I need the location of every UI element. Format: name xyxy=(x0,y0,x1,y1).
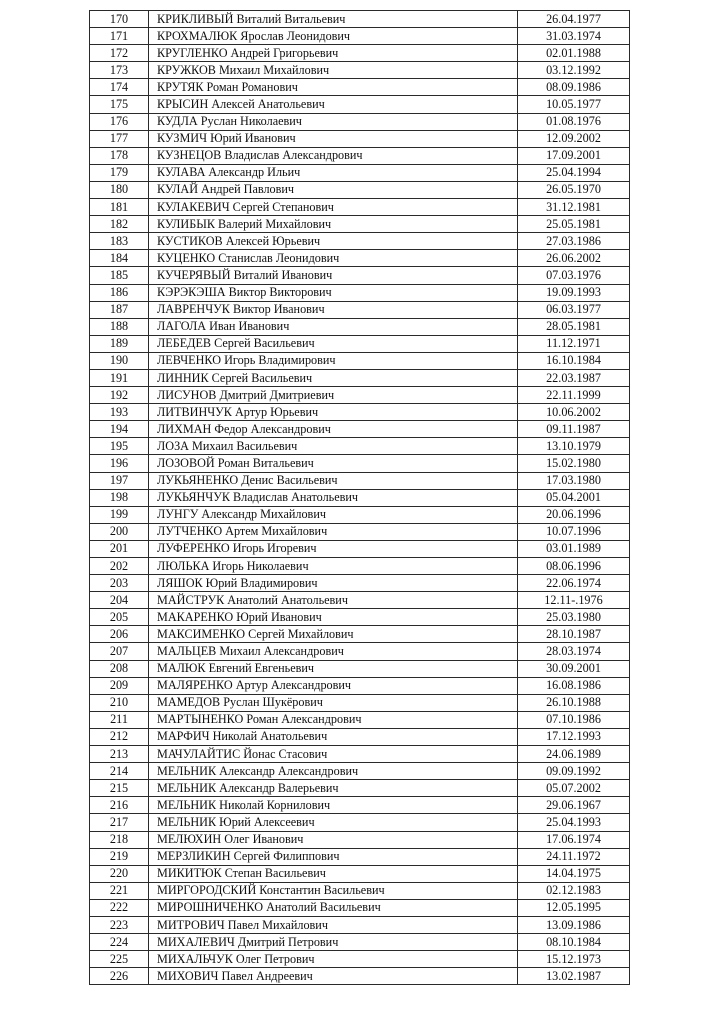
birth-date: 10.07.1996 xyxy=(518,523,630,540)
table-row xyxy=(90,421,630,438)
person-name: КРЫСИН Алексей Анатольевич xyxy=(149,96,518,113)
table-row xyxy=(90,455,630,472)
row-number: 208 xyxy=(90,660,149,677)
table-row xyxy=(90,489,630,506)
person-name: КУЛАКЕВИЧ Сергей Степанович xyxy=(149,199,518,216)
birth-date: 14.04.1975 xyxy=(518,865,630,882)
table-row xyxy=(90,728,630,745)
birth-date: 20.06.1996 xyxy=(518,506,630,523)
birth-date: 01.08.1976 xyxy=(518,113,630,130)
birth-date: 16.08.1986 xyxy=(518,677,630,694)
row-number: 184 xyxy=(90,250,149,267)
table-row xyxy=(90,797,630,814)
person-name: КРИКЛИВЫЙ Виталий Витальевич xyxy=(149,11,518,28)
row-number: 170 xyxy=(90,11,149,28)
table-row xyxy=(90,352,630,369)
table-row xyxy=(90,848,630,865)
row-number: 226 xyxy=(90,968,149,985)
row-number: 197 xyxy=(90,472,149,489)
birth-date: 19.09.1993 xyxy=(518,284,630,301)
row-number: 186 xyxy=(90,284,149,301)
birth-date: 27.03.1986 xyxy=(518,233,630,250)
row-number: 183 xyxy=(90,233,149,250)
row-number: 217 xyxy=(90,814,149,831)
person-name: КРОХМАЛЮК Ярослав Леонидович xyxy=(149,28,518,45)
birth-date: 22.03.1987 xyxy=(518,369,630,386)
person-name: ЛАВРЕНЧУК Виктор Иванович xyxy=(149,301,518,318)
birth-date: 26.04.1977 xyxy=(518,11,630,28)
person-name: КУСТИКОВ Алексей Юрьевич xyxy=(149,233,518,250)
person-name: ЛОЗА Михаил Васильевич xyxy=(149,438,518,455)
row-number: 198 xyxy=(90,489,149,506)
table-row xyxy=(90,113,630,130)
row-number: 177 xyxy=(90,130,149,147)
row-number: 173 xyxy=(90,62,149,79)
table-row xyxy=(90,199,630,216)
table-row xyxy=(90,164,630,181)
birth-date: 11.12.1971 xyxy=(518,335,630,352)
birth-date: 17.12.1993 xyxy=(518,728,630,745)
person-name: МАКАРЕНКО Юрий Иванович xyxy=(149,609,518,626)
birth-date: 12.05.1995 xyxy=(518,899,630,916)
table-row xyxy=(90,62,630,79)
table-row xyxy=(90,472,630,489)
person-name: КУЗМИЧ Юрий Иванович xyxy=(149,130,518,147)
birth-date: 22.11.1999 xyxy=(518,387,630,404)
person-name: ЛИННИК Сергей Васильевич xyxy=(149,369,518,386)
person-name: МИТРОВИЧ Павел Михайлович xyxy=(149,916,518,933)
registry-table xyxy=(89,10,630,985)
birth-date: 08.10.1984 xyxy=(518,934,630,951)
table-row xyxy=(90,28,630,45)
table-row xyxy=(90,318,630,335)
row-number: 174 xyxy=(90,79,149,96)
row-number: 209 xyxy=(90,677,149,694)
row-number: 178 xyxy=(90,147,149,164)
birth-date: 10.05.1977 xyxy=(518,96,630,113)
birth-date: 09.09.1992 xyxy=(518,763,630,780)
birth-date: 10.06.2002 xyxy=(518,404,630,421)
row-number: 192 xyxy=(90,387,149,404)
table-row xyxy=(90,233,630,250)
row-number: 215 xyxy=(90,780,149,797)
table-row xyxy=(90,609,630,626)
birth-date: 29.06.1967 xyxy=(518,797,630,814)
birth-date: 05.04.2001 xyxy=(518,489,630,506)
birth-date: 07.03.1976 xyxy=(518,267,630,284)
person-name: ЛЯШОК Юрий Владимирович xyxy=(149,575,518,592)
person-name: МИХАЛЬЧУК Олег Петрович xyxy=(149,951,518,968)
birth-date: 13.02.1987 xyxy=(518,968,630,985)
person-name: ЛИХМАН Федор Александрович xyxy=(149,421,518,438)
row-number: 218 xyxy=(90,831,149,848)
table-row xyxy=(90,592,630,609)
person-name: МАКСИМЕНКО Сергей Михайлович xyxy=(149,626,518,643)
row-number: 187 xyxy=(90,301,149,318)
birth-date: 13.10.1979 xyxy=(518,438,630,455)
person-name: ЛУКЬЯНЧУК Владислав Анатольевич xyxy=(149,489,518,506)
table-row xyxy=(90,267,630,284)
birth-date: 31.03.1974 xyxy=(518,28,630,45)
birth-date: 28.03.1974 xyxy=(518,643,630,660)
person-name: МЕЛЬНИК Александр Александрович xyxy=(149,763,518,780)
person-name: ЛАГОЛА Иван Иванович xyxy=(149,318,518,335)
table-row xyxy=(90,301,630,318)
person-name: КУЛАВА Александр Ильич xyxy=(149,164,518,181)
birth-date: 25.03.1980 xyxy=(518,609,630,626)
birth-date: 22.06.1974 xyxy=(518,575,630,592)
person-name: КУДЛА Руслан Николаевич xyxy=(149,113,518,130)
person-name: МЕЛЬНИК Юрий Алексеевич xyxy=(149,814,518,831)
row-number: 202 xyxy=(90,558,149,575)
row-number: 182 xyxy=(90,216,149,233)
table-row xyxy=(90,523,630,540)
person-name: ЛУФЕРЕНКО Игорь Игоревич xyxy=(149,540,518,557)
table-row xyxy=(90,250,630,267)
table-row xyxy=(90,181,630,198)
birth-date: 30.09.2001 xyxy=(518,660,630,677)
table-row xyxy=(90,814,630,831)
table-row xyxy=(90,11,630,28)
birth-date: 25.05.1981 xyxy=(518,216,630,233)
person-name: КУЛАЙ Андрей Павлович xyxy=(149,181,518,198)
table-row xyxy=(90,865,630,882)
row-number: 189 xyxy=(90,335,149,352)
row-number: 212 xyxy=(90,728,149,745)
row-number: 210 xyxy=(90,694,149,711)
row-number: 172 xyxy=(90,45,149,62)
birth-date: 06.03.1977 xyxy=(518,301,630,318)
row-number: 181 xyxy=(90,199,149,216)
table-row xyxy=(90,438,630,455)
person-name: КУЧЕРЯВЫЙ Виталий Иванович xyxy=(149,267,518,284)
table-row xyxy=(90,558,630,575)
row-number: 219 xyxy=(90,848,149,865)
table-row xyxy=(90,968,630,985)
row-number: 216 xyxy=(90,797,149,814)
person-name: МИРГОРОДСКИЙ Константин Васильевич xyxy=(149,882,518,899)
birth-date: 25.04.1994 xyxy=(518,164,630,181)
birth-date: 12.09.2002 xyxy=(518,130,630,147)
row-number: 224 xyxy=(90,934,149,951)
table-row xyxy=(90,147,630,164)
table-row xyxy=(90,899,630,916)
person-name: МАЙСТРУК Анатолий Анатольевич xyxy=(149,592,518,609)
table-row xyxy=(90,660,630,677)
table-row xyxy=(90,387,630,404)
row-number: 196 xyxy=(90,455,149,472)
person-name: МЕЛЬНИК Николай Корнилович xyxy=(149,797,518,814)
person-name: ЛЕБЕДЕВ Сергей Васильевич xyxy=(149,335,518,352)
person-name: МАЛЮК Евгений Евгеньевич xyxy=(149,660,518,677)
table-row xyxy=(90,575,630,592)
table-row xyxy=(90,951,630,968)
table-row xyxy=(90,540,630,557)
table-row xyxy=(90,79,630,96)
row-number: 200 xyxy=(90,523,149,540)
table-row xyxy=(90,130,630,147)
birth-date: 03.01.1989 xyxy=(518,540,630,557)
table-row xyxy=(90,916,630,933)
person-name: ЛОЗОВОЙ Роман Витальевич xyxy=(149,455,518,472)
person-name: МИКИТЮК Степан Васильевич xyxy=(149,865,518,882)
row-number: 195 xyxy=(90,438,149,455)
table-row xyxy=(90,284,630,301)
birth-date: 26.10.1988 xyxy=(518,694,630,711)
person-name: КУЗНЕЦОВ Владислав Александрович xyxy=(149,147,518,164)
table-row xyxy=(90,934,630,951)
person-name: КРУЖКОВ Михаил Михайлович xyxy=(149,62,518,79)
row-number: 213 xyxy=(90,746,149,763)
table-row xyxy=(90,369,630,386)
table-row xyxy=(90,404,630,421)
birth-date: 08.09.1986 xyxy=(518,79,630,96)
person-name: МИХАЛЕВИЧ Дмитрий Петрович xyxy=(149,934,518,951)
birth-date: 17.03.1980 xyxy=(518,472,630,489)
row-number: 190 xyxy=(90,352,149,369)
birth-date: 24.11.1972 xyxy=(518,848,630,865)
birth-date: 26.05.1970 xyxy=(518,181,630,198)
birth-date: 09.11.1987 xyxy=(518,421,630,438)
birth-date: 08.06.1996 xyxy=(518,558,630,575)
person-name: КУЦЕНКО Станислав Леонидович xyxy=(149,250,518,267)
person-name: МЕРЗЛИКИН Сергей Филиппович xyxy=(149,848,518,865)
row-number: 204 xyxy=(90,592,149,609)
person-name: МАРФИЧ Николай Анатольевич xyxy=(149,728,518,745)
row-number: 214 xyxy=(90,763,149,780)
table-row xyxy=(90,831,630,848)
table-row xyxy=(90,643,630,660)
birth-date: 05.07.2002 xyxy=(518,780,630,797)
table-row xyxy=(90,506,630,523)
person-name: ЛЮЛЬКА Игорь Николаевич xyxy=(149,558,518,575)
row-number: 193 xyxy=(90,404,149,421)
table-row xyxy=(90,694,630,711)
birth-date: 12.11-.1976 xyxy=(518,592,630,609)
person-name: ЛУНГУ Александр Михайлович xyxy=(149,506,518,523)
person-name: МЕЛЬНИК Александр Валерьевич xyxy=(149,780,518,797)
birth-date: 31.12.1981 xyxy=(518,199,630,216)
table-row xyxy=(90,763,630,780)
birth-date: 07.10.1986 xyxy=(518,711,630,728)
table-row xyxy=(90,780,630,797)
row-number: 225 xyxy=(90,951,149,968)
birth-date: 17.09.2001 xyxy=(518,147,630,164)
person-name: ЛЕВЧЕНКО Игорь Владимирович xyxy=(149,352,518,369)
table-row xyxy=(90,882,630,899)
table-row xyxy=(90,677,630,694)
table-row xyxy=(90,711,630,728)
person-name: ЛУТЧЕНКО Артем Михайлович xyxy=(149,523,518,540)
birth-date: 17.06.1974 xyxy=(518,831,630,848)
row-number: 203 xyxy=(90,575,149,592)
row-number: 180 xyxy=(90,181,149,198)
row-number: 191 xyxy=(90,369,149,386)
person-name: МАЛЯРЕНКО Артур Александрович xyxy=(149,677,518,694)
row-number: 176 xyxy=(90,113,149,130)
person-name: ЛИСУНОВ Дмитрий Дмитриевич xyxy=(149,387,518,404)
birth-date: 25.04.1993 xyxy=(518,814,630,831)
person-name: КУЛИБЫК Валерий Михайлович xyxy=(149,216,518,233)
person-name: КЭРЭКЭША Виктор Викторович xyxy=(149,284,518,301)
person-name: МАЧУЛАЙТИС Йонас Стасович xyxy=(149,746,518,763)
birth-date: 16.10.1984 xyxy=(518,352,630,369)
table-row xyxy=(90,626,630,643)
row-number: 220 xyxy=(90,865,149,882)
person-name: КРУТЯК Роман Романович xyxy=(149,79,518,96)
person-name: МИХОВИЧ Павел Андреевич xyxy=(149,968,518,985)
birth-date: 28.05.1981 xyxy=(518,318,630,335)
row-number: 207 xyxy=(90,643,149,660)
row-number: 211 xyxy=(90,711,149,728)
table-row xyxy=(90,45,630,62)
row-number: 185 xyxy=(90,267,149,284)
table-row xyxy=(90,96,630,113)
birth-date: 15.12.1973 xyxy=(518,951,630,968)
row-number: 179 xyxy=(90,164,149,181)
row-number: 205 xyxy=(90,609,149,626)
table-row xyxy=(90,746,630,763)
row-number: 222 xyxy=(90,899,149,916)
row-number: 221 xyxy=(90,882,149,899)
birth-date: 03.12.1992 xyxy=(518,62,630,79)
person-name: МАЛЬЦЕВ Михаил Александрович xyxy=(149,643,518,660)
table-row xyxy=(90,216,630,233)
row-number: 201 xyxy=(90,540,149,557)
person-name: МЕЛЮХИН Олег Иванович xyxy=(149,831,518,848)
person-name: ЛУКЬЯНЕНКО Денис Васильевич xyxy=(149,472,518,489)
person-name: ЛИТВИНЧУК Артур Юрьевич xyxy=(149,404,518,421)
person-name: МАРТЫНЕНКО Роман Александрович xyxy=(149,711,518,728)
row-number: 194 xyxy=(90,421,149,438)
row-number: 188 xyxy=(90,318,149,335)
birth-date: 15.02.1980 xyxy=(518,455,630,472)
row-number: 206 xyxy=(90,626,149,643)
person-name: КРУГЛЕНКО Андрей Григорьевич xyxy=(149,45,518,62)
registry-table-body xyxy=(90,11,630,985)
birth-date: 13.09.1986 xyxy=(518,916,630,933)
person-name: МИРОШНИЧЕНКО Анатолий Васильевич xyxy=(149,899,518,916)
row-number: 199 xyxy=(90,506,149,523)
person-name: МАМЕДОВ Руслан Шукёрович xyxy=(149,694,518,711)
birth-date: 28.10.1987 xyxy=(518,626,630,643)
row-number: 171 xyxy=(90,28,149,45)
row-number: 223 xyxy=(90,916,149,933)
birth-date: 24.06.1989 xyxy=(518,746,630,763)
birth-date: 26.06.2002 xyxy=(518,250,630,267)
table-row xyxy=(90,335,630,352)
row-number: 175 xyxy=(90,96,149,113)
birth-date: 02.12.1983 xyxy=(518,882,630,899)
birth-date: 02.01.1988 xyxy=(518,45,630,62)
